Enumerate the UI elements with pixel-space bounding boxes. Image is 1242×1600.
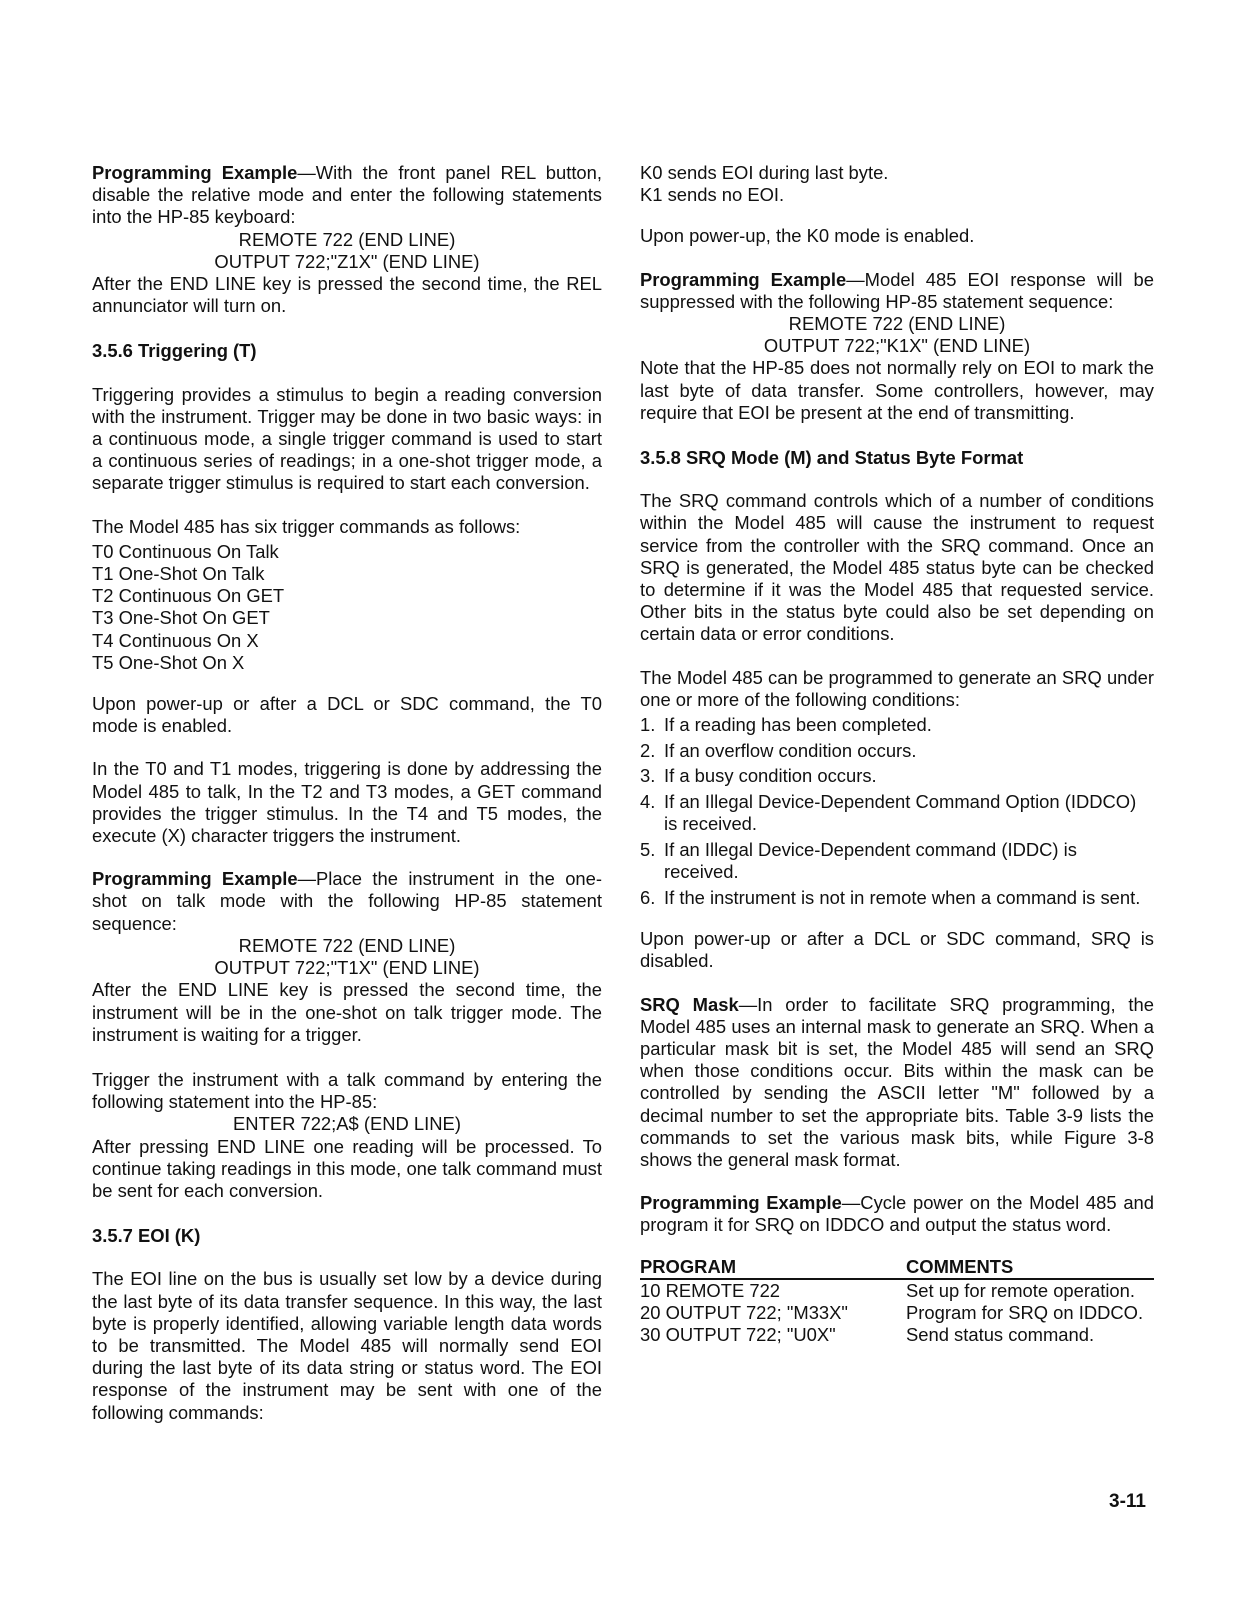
list-item: T5 One-Shot On X xyxy=(92,651,245,673)
srq-condition-list xyxy=(640,714,1154,909)
item-text: If a reading has been completed. xyxy=(664,714,932,736)
paragraph: The EOI line on the bus is usually set low by a device during the last byte of its data transfer sequence. In this way, the last byte is properly identified, allowing variable length data words to be transmitted. The Model 485 will normally send EOI during the last byte of its data string or status word. The EOI response of the instrument may be sent with one of the following commands: xyxy=(92,1268,602,1423)
code-line: OUTPUT 722;"K1X" (END LINE) xyxy=(763,335,1031,357)
paragraph-label: Programming Example xyxy=(640,1192,842,1214)
section-heading-triggering: 3.5.6 Triggering (T) xyxy=(92,340,257,362)
programming-example-talk xyxy=(92,868,602,935)
item-text: If a busy condition occurs. xyxy=(664,765,877,787)
list-item xyxy=(640,714,1154,736)
paragraph: Upon power-up or after a DCL or SDC command, the T0 mode is enabled. xyxy=(92,693,602,737)
programming-example-srq xyxy=(640,1192,1154,1236)
item-number: 5. xyxy=(640,839,656,861)
item-number: 1. xyxy=(640,714,656,736)
item-text: If an overflow condition occurs. xyxy=(664,739,917,761)
list-item: T0 Continuous On Talk xyxy=(92,540,279,562)
paragraph-label: Programming Example xyxy=(640,268,847,290)
programming-example-rel xyxy=(92,162,602,229)
page-number: 3-11 xyxy=(1109,1491,1146,1512)
list-item xyxy=(640,765,1154,787)
list-item: T4 Continuous On X xyxy=(92,629,259,651)
left-column xyxy=(92,162,602,1443)
section-heading-srq: 3.5.8 SRQ Mode (M) and Status Byte Format xyxy=(640,447,1024,469)
paragraph-text: —With the front panel REL button, disable the relative mode and enter the following statements into the HP-85 keyboard: xyxy=(92,162,602,228)
paragraph-label: SRQ Mask xyxy=(640,993,739,1015)
table-cell: Set up for remote operation. xyxy=(906,1279,1135,1301)
item-number: 3. xyxy=(640,765,656,787)
paragraph-text: —In order to facilitate SRQ programming, the Model 485 uses an internal mask to generate an SRQ. When a particular mask bit is set, the Model 485 will send an SRQ when those conditions occur. Bits within the mask can be controlled by sending the ASCII letter "M" followed by a decimal number to set the appropriate bits. Table 3-9 lists the commands to set the various mask bits, while Figure 3-8 shows the general mask format. xyxy=(640,993,1154,1171)
paragraph-text: —Cycle power on the Model 485 and program it for SRQ on IDDCO and output the status word. xyxy=(640,1192,1155,1236)
table-cell: 20 OUTPUT 722; "M33X" xyxy=(640,1301,848,1323)
item-number: 6. xyxy=(640,886,656,908)
item-text: If the instrument is not in remote when a command is sent. xyxy=(664,886,1141,908)
item-number: 4. xyxy=(640,791,656,813)
paragraph: After the END LINE key is pressed the second time, the REL annunciator will turn on. xyxy=(92,273,602,317)
paragraph: The SRQ command controls which of a number of conditions within the Model 485 will cause the instrument to request service from the controller with the SRQ command. Once an SRQ is generated, the Model 485 status byte can be checked to determine if it was the Model 485 that requested service. Other bits in the status byte could also be set depending on certain data or error conditions. xyxy=(640,490,1154,645)
paragraph-text: —Place the instrument in the one-shot on talk mode with the following HP-85 statement sequence: xyxy=(92,868,602,934)
table-row xyxy=(640,1324,1154,1346)
table-row xyxy=(640,1302,1154,1324)
table-header-row xyxy=(640,1256,1154,1279)
code-line: OUTPUT 722;"Z1X" (END LINE) xyxy=(214,250,480,272)
table-cell: 30 OUTPUT 722; "U0X" xyxy=(640,1323,836,1345)
code-block xyxy=(640,313,1154,357)
code-line: OUTPUT 722;"T1X" (END LINE) xyxy=(214,957,480,979)
item-text: If an Illegal Device-Dependent Command Option (IDDCO) is received. xyxy=(664,791,1137,835)
paragraph: Note that the HP-85 does not normally rely on EOI to mark the last byte of data transfer. Some controllers, however, may require that EOI be present at the end of transmitting. xyxy=(640,357,1154,423)
paragraph: Upon power-up or after a DCL or SDC command, SRQ is disabled. xyxy=(640,928,1154,972)
section-heading-eoi: 3.5.7 EOI (K) xyxy=(92,1225,201,1247)
code-line: ENTER 722;A$ (END LINE) xyxy=(233,1113,461,1135)
programming-example-eoi xyxy=(640,269,1154,313)
column-header: COMMENTS xyxy=(906,1256,1154,1279)
code-line: REMOTE 722 (END LINE) xyxy=(238,228,456,250)
list-item xyxy=(640,839,1154,883)
paragraph: Upon power-up, the K0 mode is enabled. xyxy=(640,225,975,247)
paragraph: The Model 485 can be programmed to generate an SRQ under one or more of the following conditions: xyxy=(640,666,1154,710)
program-table xyxy=(640,1256,1154,1346)
code-line: REMOTE 722 (END LINE) xyxy=(238,934,456,956)
paragraph: The Model 485 has six trigger commands as follows: xyxy=(92,515,521,537)
paragraph-text: —Model 485 EOI response will be suppressed with the following HP-85 statement sequence: xyxy=(640,268,1155,312)
code-line: REMOTE 722 (END LINE) xyxy=(788,313,1006,335)
list-item: T1 One-Shot On Talk xyxy=(92,563,265,585)
trigger-command-list xyxy=(92,541,602,674)
code-block xyxy=(92,229,602,273)
list-item xyxy=(640,887,1154,909)
list-item: T3 One-Shot On GET xyxy=(92,607,270,629)
item-text: If an Illegal Device-Dependent command (IDDC) is received. xyxy=(664,839,1077,883)
srq-mask-paragraph xyxy=(640,994,1154,1172)
list-item xyxy=(640,791,1154,835)
table-cell: Send status command. xyxy=(906,1323,1095,1345)
code-block xyxy=(92,935,602,979)
paragraph: Trigger the instrument with a talk command by entering the following statement into the HP-85: xyxy=(92,1068,602,1113)
paragraph: In the T0 and T1 modes, triggering is done by addressing the Model 485 to talk, In the T2 and T3 modes, a GET command provides the trigger stimulus. In the T4 and T5 modes, the execute (X) character triggers the instrument. xyxy=(92,758,602,847)
paragraph: After the END LINE key is pressed the second time, the instrument will be in the one-shot on talk trigger mode. The instrument is waiting for a trigger. xyxy=(92,979,602,1045)
list-item: T2 Continuous On GET xyxy=(92,585,285,607)
k-line: K1 sends no EOI. xyxy=(640,184,785,206)
table-row xyxy=(640,1279,1154,1302)
paragraph-label: Programming Example xyxy=(92,868,298,890)
k-line: K0 sends EOI during last byte. xyxy=(640,162,889,183)
column-header: PROGRAM xyxy=(640,1256,906,1279)
right-column xyxy=(640,162,1154,1346)
table-cell: 10 REMOTE 722 xyxy=(640,1279,781,1301)
item-number: 2. xyxy=(640,739,656,761)
paragraph-label: Programming Example xyxy=(92,162,298,183)
paragraph: Triggering provides a stimulus to begin a reading conversion with the instrument. Trigger may be done in two basic ways: in a continuous mode, a single trigger command is used to start a continuous series of readings; in a one-shot trigger mode, a separate trigger stimulus is required to start each conversion. xyxy=(92,383,602,494)
table-cell: Program for SRQ on IDDCO. xyxy=(906,1301,1144,1323)
paragraph: After pressing END LINE one reading will be processed. To continue taking readings in this mode, one talk command must be sent for each conversion. xyxy=(92,1135,602,1201)
list-item xyxy=(640,740,1154,762)
